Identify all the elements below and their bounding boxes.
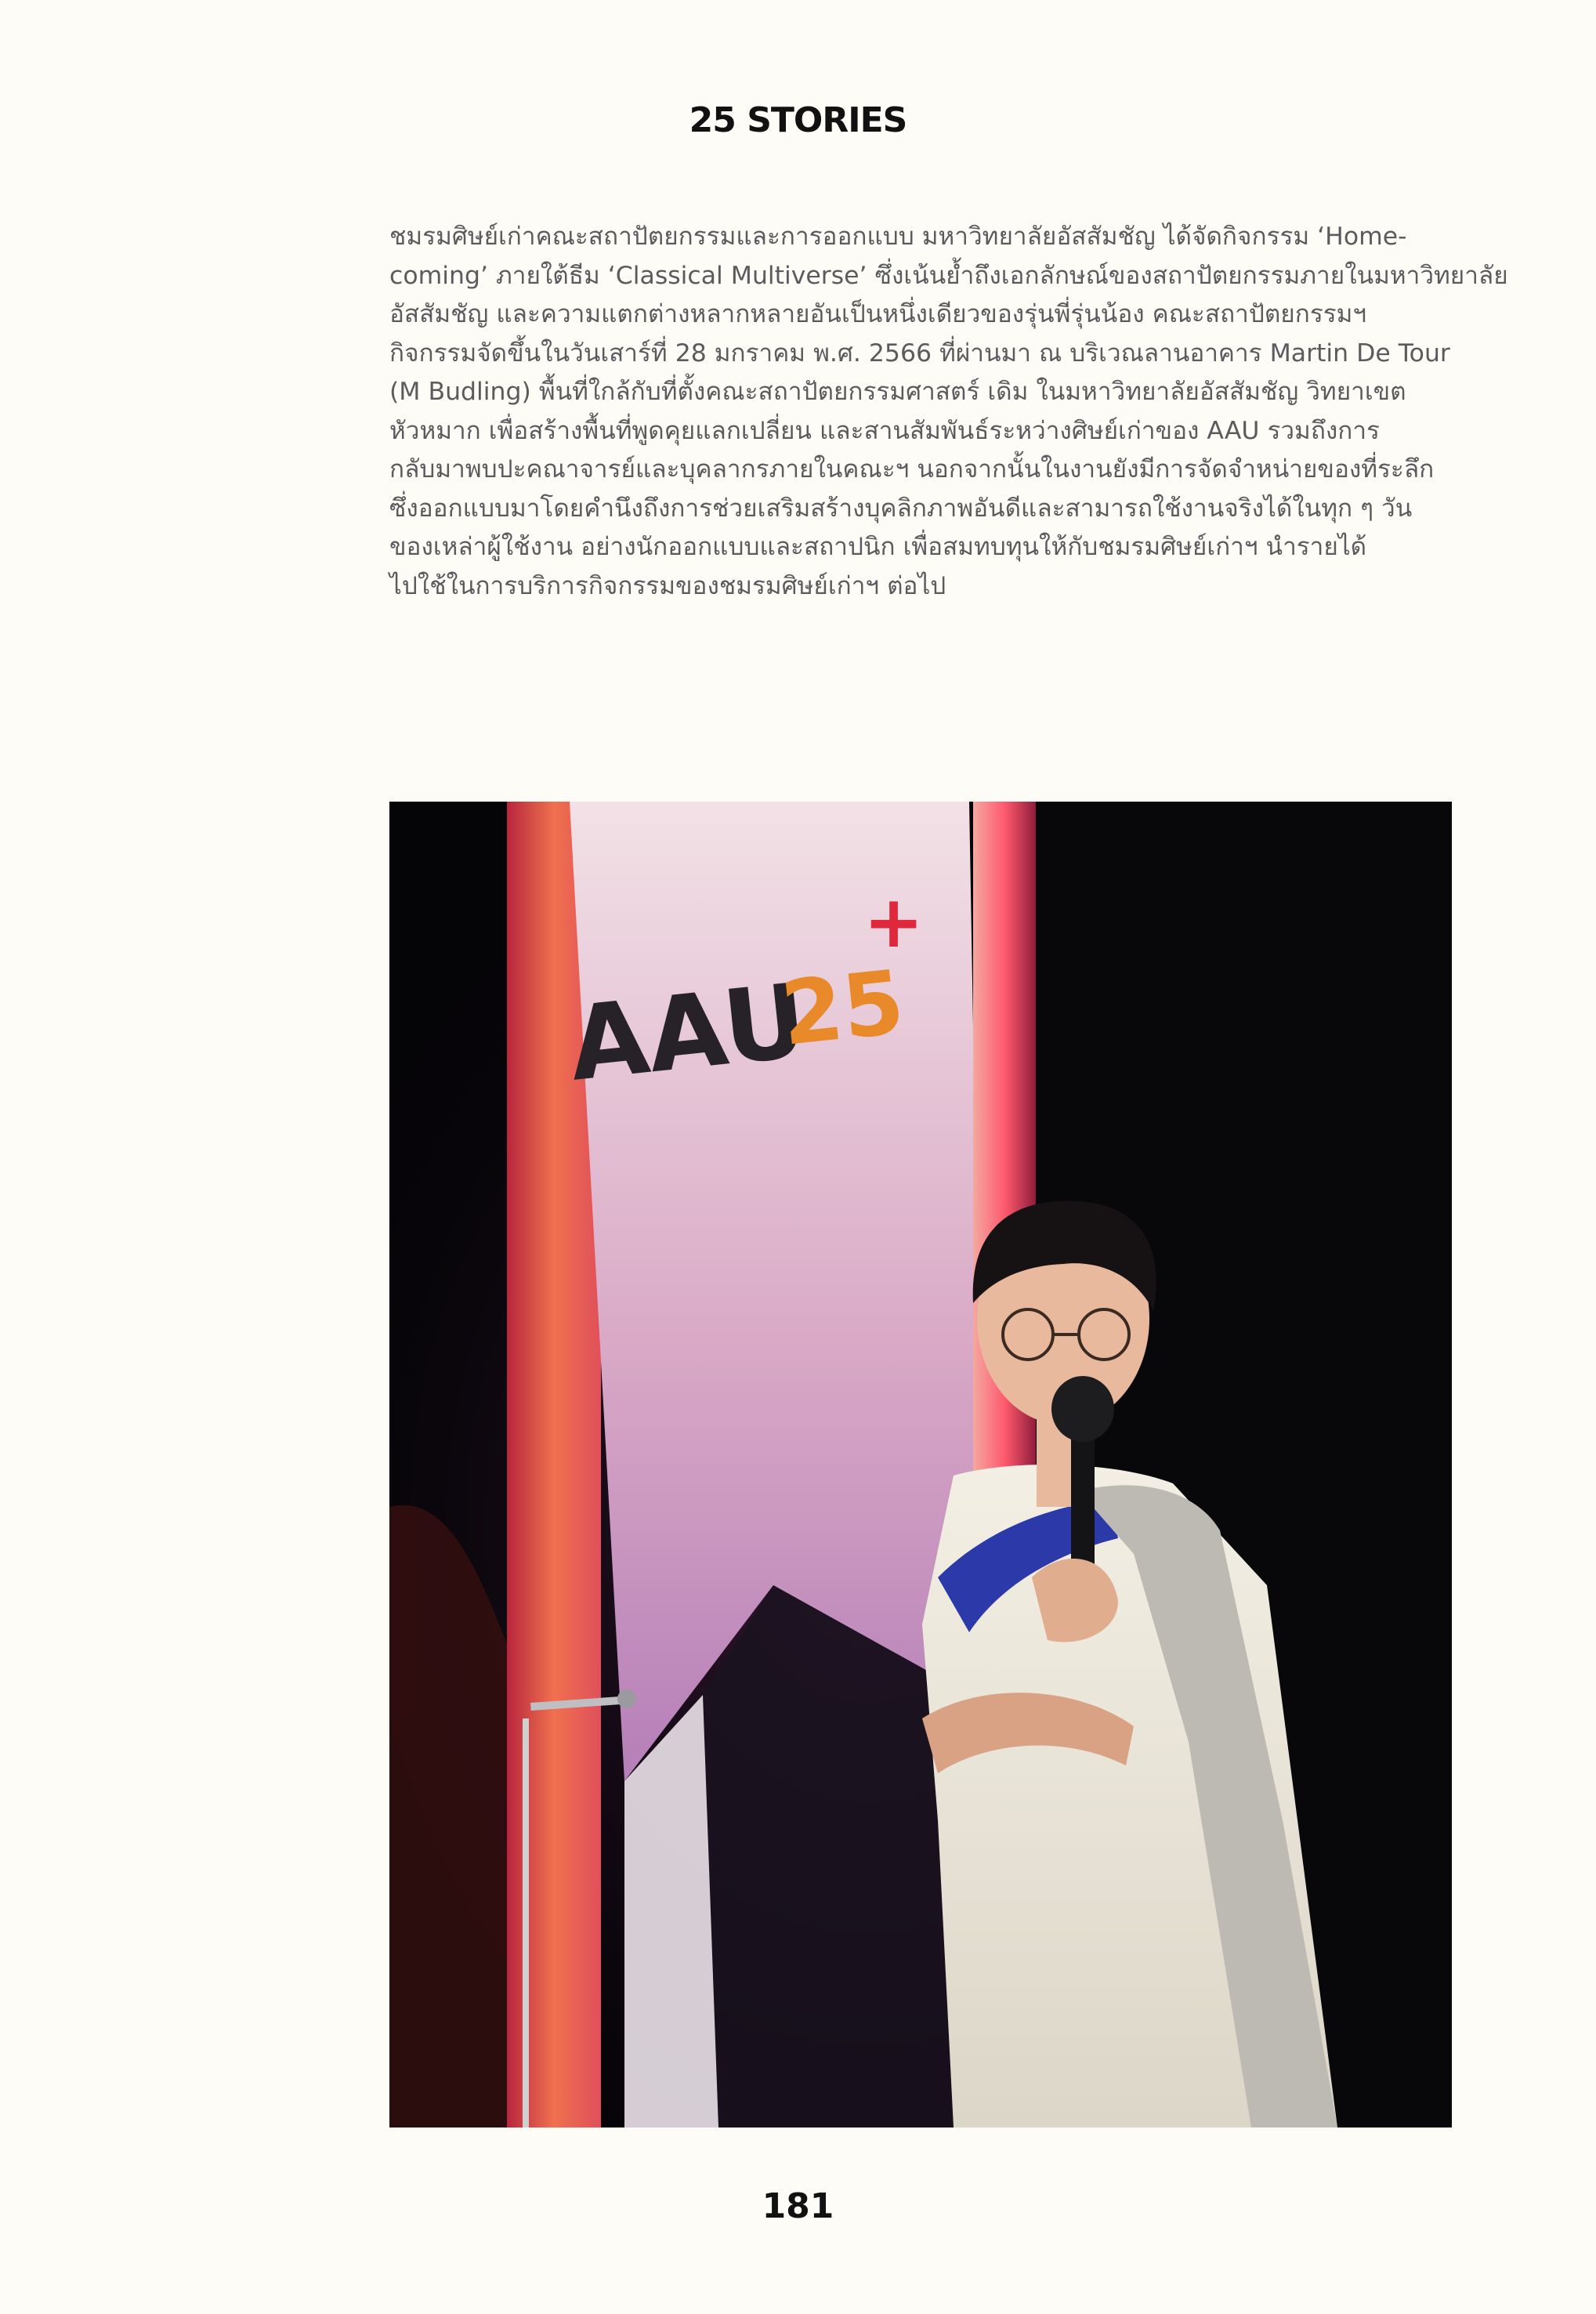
article-line: coming’ ภายใต้ธีม ‘Classical Multiverse’ ซึ่งเน้นย้ำถึงเอกลักษณ์ของสถาปัตยกรรมภายในมหาวิทยาลัย — [389, 261, 1508, 290]
article-line: อัสสัมชัญ และความแตกต่างหลากหลายอันเป็นหนึ่งเดียวของรุ่นพี่รุ่นน้อง คณะสถาปัตยกรรมฯ — [389, 300, 1367, 328]
aau-logo-text: AAU — [563, 961, 812, 1104]
page-header-title: 25 STORIES — [689, 100, 907, 140]
article-line: กิจกรรมจัดขึ้นในวันเสาร์ที่ 28 มกราคม พ.ศ. 2566 ที่ผ่านมา ณ บริเวณลานอาคาร Martin De Tour — [389, 339, 1450, 368]
article-line: ชมรมศิษย์เก่าคณะสถาปัตยกรรมและการออกแบบ มหาวิทยาลัยอัสสัมชัญ ได้จัดกิจกรรม ‘Home- — [389, 223, 1407, 251]
event-photo-illustration — [389, 802, 1452, 2128]
page-number: 181 — [762, 2186, 834, 2226]
event-photo — [389, 802, 1452, 2128]
article-line: หัวหมาก เพื่อสร้างพื้นที่พูดคุยแลกเปลี่ยน และสานสัมพันธ์ระหว่างศิษย์เก่าของ AAU รวมถึงการ — [389, 416, 1380, 445]
article-paragraph — [389, 218, 1508, 606]
article-line: ไปใช้ในการบริการกิจกรรมของชมรมศิษย์เก่าฯ ต่อไป — [389, 571, 946, 600]
article-line: กลับมาพบปะคณาจารย์และบุคลากรภายในคณะฯ นอกจากนั้นในงานยังมีการจัดจำหน่ายของที่ระลึก — [389, 455, 1435, 483]
aau-logo-plus: + — [863, 880, 925, 964]
article-line: ซึ่งออกแบบมาโดยคำนึงถึงการช่วยเสริมสร้างบุคลิกภาพอันดีและสามารถใช้งานจริงได้ในทุก ๆ วัน — [389, 494, 1413, 523]
article-line: (M Budling) พื้นที่ใกล้กับที่ตั้งคณะสถาปัตยกรรมศาสตร์ เดิม ในมหาวิทยาลัยอัสสัมชัญ วิทยาเขต — [389, 378, 1406, 406]
aau-logo-number: 25 — [776, 951, 909, 1066]
article-line: ของเหล่าผู้ใช้งาน อย่างนักออกแบบและสถาปนิก เพื่อสมทบทุนให้กับชมรมศิษย์เก่าฯ นำรายได้ — [389, 533, 1367, 561]
